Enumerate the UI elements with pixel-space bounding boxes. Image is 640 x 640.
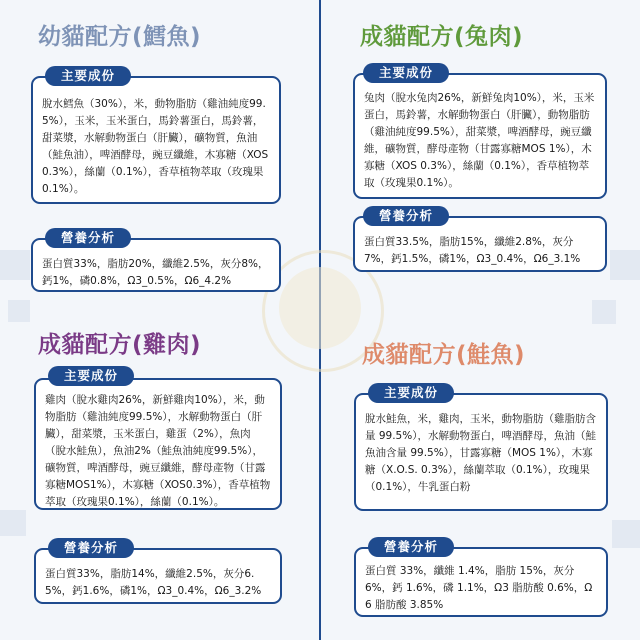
adult-chicken-ingredients-text: 雞肉（脫水雞肉26%，新鮮雞肉10%），米，動物脂肪（雞油純度99.5%），水解動物蛋白（肝臟），甜菜漿，玉米蛋白，雞蛋（2%），魚肉（脫水鮭魚），魚油2%（鮭魚油純度99.5%），礦物質，啤酒酵母，豌豆纖維，酵母產物（甘露寡糖MOS1%），木寡糖（XOS0.3%），香草植物萃取（玫瑰果0.1%），絲蘭（0.1%）。 [45,394,271,508]
kitten-tuna-analysis-text: 蛋白質33%，脂肪20%，纖維2.5%，灰分8%，鈣1%，磷0.8%，Ω3_0.5%，Ω6_4.2% [42,258,269,287]
adult-rabbit-ingredients-tag: 主要成份 [363,63,449,83]
kitten-tuna-analysis-tag: 營養分析 [45,228,131,248]
kitten-tuna-ingredients-text: 脫水鱈魚（30%），米，動物脂肪（雞油純度99.5%），玉米，玉米蛋白，馬鈴薯蛋白，馬鈴薯，甜菜漿，水解動物蛋白（肝臟），礦物質，魚油（鮭魚油），啤酒酵母，豌豆纖維，木寡糖（XOS 0.3%），絲蘭（0.1%），香草植物萃取（玫瑰果 0.1%）。 [42,98,269,195]
background-block [610,250,640,280]
adult-salmon-analysis-tag: 營養分析 [368,537,454,557]
adult-chicken-ingredients-panel [34,378,282,510]
background-block [592,300,616,324]
adult-salmon-analysis-panel [354,547,608,617]
adult-rabbit-ingredients-text: 兔肉（脫水兔肉26%，新鮮兔肉10%），米，玉米蛋白，馬鈴薯，水解動物蛋白（肝臟），動物脂肪（雞油純度99.5%），甜菜漿，啤酒酵母，豌豆纖維，礦物質，酵母產物（甘露寡糖MOS 1%），木寡糖（XOS 0.3%），絲蘭（0.1%），香草植物萃取（玫瑰果0.1%）。 [364,92,595,189]
adult-salmon-title: 成貓配方(鮭魚) [362,342,526,368]
adult-rabbit-analysis-tag: 營養分析 [363,206,449,226]
adult-chicken-analysis-text: 蛋白質33%，脂肪14%，纖維2.5%，灰分6.5%，鈣1.6%，磷1%，Ω3_0.4%，Ω6_3.2% [45,568,262,597]
adult-salmon-ingredients-tag: 主要成份 [368,383,454,403]
adult-rabbit-ingredients-panel [353,73,607,199]
adult-rabbit-analysis-text: 蛋白質33.5%，脂肪15%，纖維2.8%，灰分7%，鈣1.5%，磷1%，Ω3_0.4%，Ω6_3.1% [364,236,581,265]
adult-salmon-ingredients-panel [354,393,608,511]
adult-salmon-ingredients-text: 脫水鮭魚，米，雞肉，玉米，動物脂肪（雞脂肪含量 99.5%），水解動物蛋白，啤酒酵母，魚油（鮭魚油含量 99.5%），甘露寡糖（MOS 1%），木寡糖（X.O.S. 0.3%），絲蘭萃取（0.1%），玫瑰果（0.1%），牛乳蛋白粉 [365,413,596,493]
adult-chicken-ingredients-tag: 主要成份 [48,366,134,386]
background-block [8,300,30,322]
background-block [0,250,30,280]
adult-chicken-analysis-tag: 營養分析 [48,538,134,558]
kitten-tuna-title: 幼貓配方(鱈魚) [38,24,202,50]
kitten-tuna-ingredients-tag: 主要成份 [45,66,131,86]
kitten-tuna-ingredients-panel [31,76,281,204]
background-block [612,520,640,548]
adult-salmon-analysis-text: 蛋白質 33%，纖維 1.4%，脂肪 15%，灰分 6%，鈣 1.6%，磷 1.1%，Ω3 脂肪酸 0.6%，Ω6 脂肪酸 3.85% [365,565,593,611]
adult-chicken-title: 成貓配方(雞肉) [38,332,202,358]
background-block [0,510,26,536]
adult-rabbit-title: 成貓配方(兔肉) [360,24,524,50]
